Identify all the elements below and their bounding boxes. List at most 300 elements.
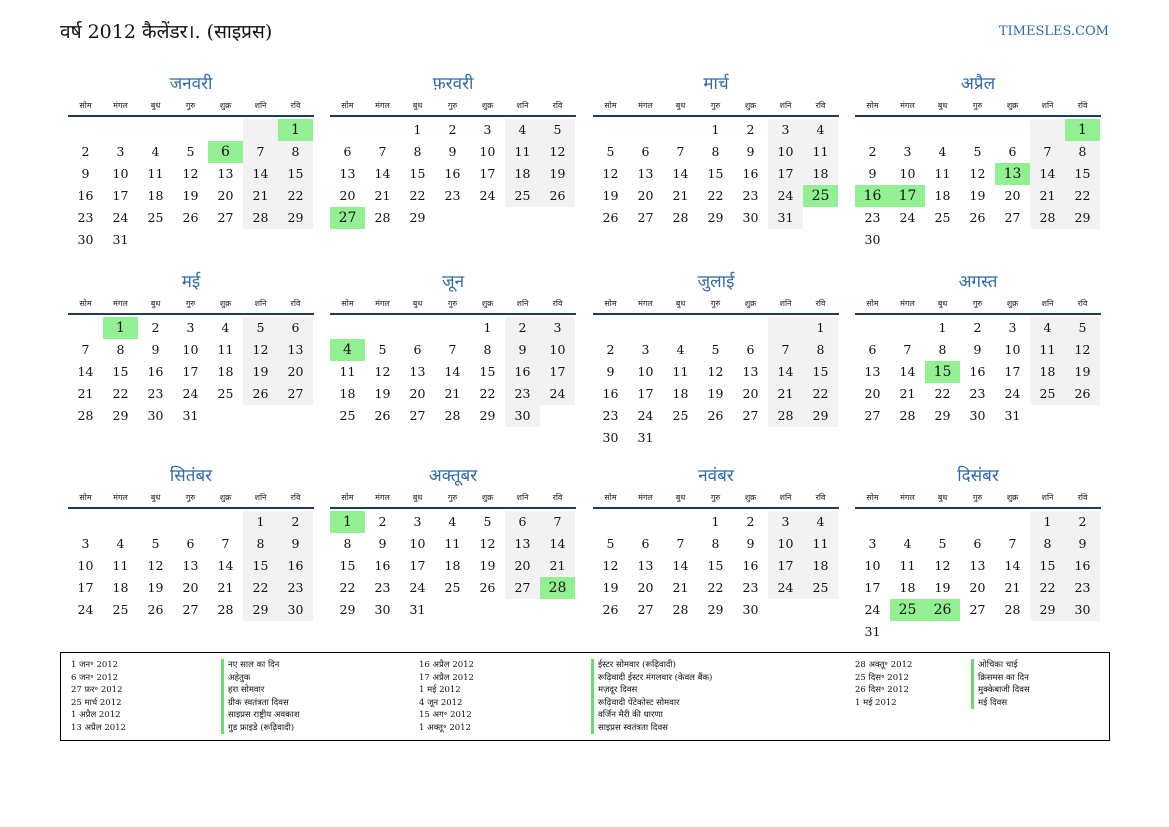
- weekday-label: शनि: [779, 299, 792, 308]
- day-cell: 6: [186, 536, 195, 551]
- day-cell: 29: [1065, 207, 1100, 229]
- day-cell: 28: [1004, 602, 1021, 617]
- day-cell: 15: [1030, 555, 1065, 577]
- day-cell: 23: [147, 386, 164, 401]
- day-cell: 13: [505, 533, 540, 555]
- day-cell: 17: [768, 555, 803, 577]
- day-cell: 13: [217, 166, 234, 181]
- weekday-label: रवि: [1077, 101, 1088, 110]
- day-cell: 4: [505, 119, 540, 141]
- weekday-label: सोम: [341, 101, 354, 110]
- empty-cell: [663, 119, 698, 141]
- month-5: [68, 270, 314, 427]
- holiday-date: 13 अप्रैल 2012: [71, 722, 126, 733]
- day-cell: 11: [1030, 339, 1065, 361]
- day-cell: 13: [339, 166, 356, 181]
- holiday-date: 1 जन॰ 2012: [71, 660, 119, 670]
- day-cell: 7: [243, 141, 278, 163]
- day-cell: 17: [77, 580, 94, 595]
- day-cell: 20: [969, 580, 986, 595]
- day-cell: 5: [186, 144, 195, 159]
- empty-cell: [68, 119, 103, 141]
- month-8: [855, 270, 1101, 427]
- empty-cell: [663, 317, 698, 339]
- day-cell: 19: [602, 188, 619, 203]
- day-cell: 13: [995, 163, 1030, 185]
- day-cell: 25: [217, 386, 234, 401]
- day-cell: 1: [1030, 511, 1065, 533]
- weekday-label: बुध: [675, 299, 686, 308]
- day-cell: 4: [330, 339, 365, 361]
- month-11: [593, 464, 839, 621]
- holiday-name: ग्रीक स्वतंत्रता दिवस: [221, 697, 300, 710]
- day-cell: 24: [768, 577, 803, 599]
- holiday-date: 25 दिस॰ 2012: [855, 672, 909, 683]
- weekday-label: गुरु: [972, 101, 983, 110]
- day-cell: 4: [676, 342, 685, 357]
- day-cell: 3: [81, 536, 90, 551]
- weekday-label: सोम: [341, 299, 354, 308]
- day-cell: 26: [1065, 383, 1100, 405]
- day-cell: 16: [278, 555, 313, 577]
- day-cell: 12: [602, 558, 619, 573]
- weekday-label: मंगल: [900, 493, 915, 502]
- weekday-label: शुक्र: [1006, 493, 1019, 502]
- day-cell: 30: [742, 602, 759, 617]
- weekday-label: गुरु: [710, 299, 721, 308]
- day-cell: 7: [676, 536, 685, 551]
- day-cell: 10: [479, 144, 496, 159]
- holiday-name: मुक्केबाजी दिवस: [971, 684, 1030, 697]
- day-cell: 5: [243, 317, 278, 339]
- day-cell: 26: [707, 408, 724, 423]
- day-cell: 11: [899, 558, 916, 573]
- empty-cell: [173, 119, 208, 141]
- day-cell: 27: [742, 408, 759, 423]
- holiday-name: मज़दूर दिवस: [591, 684, 712, 697]
- day-cell: 19: [707, 386, 724, 401]
- day-cell: 20: [505, 555, 540, 577]
- empty-cell: [1030, 119, 1065, 141]
- day-cell: 22: [479, 386, 496, 401]
- day-cell: 11: [672, 364, 689, 379]
- day-cell: 20: [637, 580, 654, 595]
- day-cell: 25: [505, 185, 540, 207]
- day-cell: 9: [746, 536, 755, 551]
- weekday-label: शनि: [254, 101, 267, 110]
- day-cell: 3: [186, 320, 195, 335]
- day-cell: 7: [768, 339, 803, 361]
- day-cell: 24: [479, 188, 496, 203]
- weekday-label: बुध: [675, 101, 686, 110]
- weekday-label: शनि: [1041, 101, 1054, 110]
- weekday-label: मंगल: [375, 493, 390, 502]
- weekday-label: मंगल: [638, 299, 653, 308]
- day-cell: 18: [339, 386, 356, 401]
- day-grid: [855, 511, 1101, 643]
- day-cell: 26: [479, 580, 496, 595]
- day-cell: 14: [1004, 558, 1021, 573]
- day-cell: 6: [505, 511, 540, 533]
- day-cell: 23: [742, 188, 759, 203]
- day-cell: 10: [112, 166, 129, 181]
- empty-cell: [138, 119, 173, 141]
- weekday-label: शनि: [254, 299, 267, 308]
- day-cell: 12: [243, 339, 278, 361]
- day-cell: 4: [903, 536, 912, 551]
- day-cell: 30: [147, 408, 164, 423]
- day-cell: 1: [330, 511, 365, 533]
- day-cell: 18: [1030, 361, 1065, 383]
- empty-cell: [103, 119, 138, 141]
- day-cell: 17: [864, 580, 881, 595]
- day-cell: 13: [182, 558, 199, 573]
- holiday-name: हरा सोमवार: [221, 684, 300, 697]
- day-cell: 31: [112, 232, 129, 247]
- weekday-label: मंगल: [375, 101, 390, 110]
- day-cell: 1: [103, 317, 138, 339]
- day-grid: [855, 119, 1101, 251]
- day-cell: 20: [1004, 188, 1021, 203]
- day-cell: 22: [112, 386, 129, 401]
- weekday-label: गुरु: [972, 299, 983, 308]
- day-cell: 19: [147, 580, 164, 595]
- day-grid: [593, 119, 839, 229]
- day-cell: 22: [1065, 185, 1100, 207]
- day-cell: 28: [899, 408, 916, 423]
- day-cell: 16: [602, 386, 619, 401]
- day-cell: 19: [602, 580, 619, 595]
- day-cell: 3: [413, 514, 422, 529]
- day-cell: 27: [864, 408, 881, 423]
- holiday-date: 15 अग॰ 2012: [419, 710, 472, 720]
- day-cell: 29: [803, 405, 838, 427]
- day-cell: 9: [448, 144, 457, 159]
- weekday-header: [68, 294, 314, 315]
- day-cell: 30: [278, 599, 313, 621]
- day-cell: 2: [606, 342, 615, 357]
- day-cell: 18: [672, 386, 689, 401]
- day-cell: 27: [330, 207, 365, 229]
- day-cell: 15: [925, 361, 960, 383]
- day-cell: 29: [243, 599, 278, 621]
- day-cell: 28: [77, 408, 94, 423]
- holiday-names-col: [221, 659, 300, 734]
- day-cell: 11: [112, 558, 129, 573]
- day-cell: 19: [479, 558, 496, 573]
- day-cell: 14: [672, 166, 689, 181]
- day-cell: 27: [505, 577, 540, 599]
- day-cell: 15: [112, 364, 129, 379]
- empty-cell: [995, 119, 1030, 141]
- day-cell: 30: [374, 602, 391, 617]
- weekday-header: [593, 96, 839, 117]
- empty-cell: [173, 511, 208, 533]
- day-cell: 1: [938, 320, 947, 335]
- weekday-label: मंगल: [638, 101, 653, 110]
- day-cell: 18: [803, 555, 838, 577]
- day-cell: 15: [479, 364, 496, 379]
- day-cell: 14: [1030, 163, 1065, 185]
- holiday-date: 1 अक्तू॰ 2012: [419, 722, 471, 733]
- month-name: अगस्त: [958, 272, 998, 292]
- day-cell: 19: [1065, 361, 1100, 383]
- day-cell: 1: [243, 511, 278, 533]
- weekday-label: सोम: [604, 101, 617, 110]
- day-cell: 31: [768, 207, 803, 229]
- weekday-label: बुध: [675, 493, 686, 502]
- day-cell: 21: [1030, 185, 1065, 207]
- weekday-label: शनि: [779, 493, 792, 502]
- holiday-name: ईस्टर सोमवार (रूढ़िवादी): [591, 659, 712, 672]
- weekday-label: रवि: [815, 493, 826, 502]
- day-cell: 30: [505, 405, 540, 427]
- day-cell: 11: [505, 141, 540, 163]
- empty-cell: [330, 119, 365, 141]
- day-cell: 20: [217, 188, 234, 203]
- day-cell: 25: [803, 185, 838, 207]
- day-cell: 5: [378, 342, 387, 357]
- day-cell: 18: [934, 188, 951, 203]
- weekday-label: शुक्र: [744, 101, 757, 110]
- site-link[interactable]: TIMESLES.COM: [998, 24, 1109, 39]
- weekday-label: शुक्र: [219, 101, 232, 110]
- day-cell: 7: [378, 144, 387, 159]
- day-cell: 4: [803, 511, 838, 533]
- day-cell: 9: [1065, 533, 1100, 555]
- day-cell: 29: [278, 207, 313, 229]
- weekday-label: शुक्र: [481, 299, 494, 308]
- day-cell: 6: [973, 536, 982, 551]
- day-cell: 17: [479, 166, 496, 181]
- day-cell: 3: [483, 122, 492, 137]
- day-cell: 13: [637, 166, 654, 181]
- day-cell: 14: [540, 533, 575, 555]
- day-cell: 26: [602, 602, 619, 617]
- day-cell: 17: [540, 361, 575, 383]
- empty-cell: [925, 119, 960, 141]
- holiday-list: [60, 652, 1110, 741]
- day-cell: 15: [339, 558, 356, 573]
- day-cell: 23: [505, 383, 540, 405]
- day-cell: 13: [637, 558, 654, 573]
- day-cell: 16: [147, 364, 164, 379]
- day-cell: 18: [217, 364, 234, 379]
- weekday-label: गुरु: [185, 299, 196, 308]
- weekday-header: [593, 488, 839, 509]
- empty-cell: [855, 119, 890, 141]
- day-cell: 18: [803, 163, 838, 185]
- day-cell: 21: [217, 580, 234, 595]
- empty-cell: [330, 317, 365, 339]
- day-cell: 22: [707, 580, 724, 595]
- day-cell: 29: [339, 602, 356, 617]
- day-cell: 2: [746, 122, 755, 137]
- day-cell: 20: [637, 188, 654, 203]
- day-cell: 24: [182, 386, 199, 401]
- day-cell: 12: [1065, 339, 1100, 361]
- day-cell: 27: [217, 210, 234, 225]
- day-cell: 9: [378, 536, 387, 551]
- holiday-date: 16 अप्रैल 2012: [419, 660, 474, 670]
- day-cell: 20: [278, 361, 313, 383]
- weekday-label: शुक्र: [744, 299, 757, 308]
- empty-cell: [208, 511, 243, 533]
- day-cell: 9: [746, 144, 755, 159]
- month-name: दिसंबर: [957, 466, 999, 486]
- day-cell: 28: [672, 602, 689, 617]
- day-grid: [68, 119, 314, 251]
- day-cell: 1: [1065, 119, 1100, 141]
- weekday-label: बुध: [937, 299, 948, 308]
- holiday-name: क्रिसमस का दिन: [971, 672, 1030, 685]
- day-cell: 22: [803, 383, 838, 405]
- weekday-label: शनि: [516, 101, 529, 110]
- month-name: सितंबर: [169, 466, 213, 486]
- day-cell: 21: [540, 555, 575, 577]
- day-cell: 27: [969, 602, 986, 617]
- weekday-header: [330, 96, 576, 117]
- weekday-label: सोम: [866, 493, 879, 502]
- month-name: जुलाई: [697, 272, 735, 292]
- day-grid: [330, 119, 576, 229]
- month-name: जून: [441, 272, 465, 292]
- day-cell: 5: [483, 514, 492, 529]
- day-cell: 17: [1004, 364, 1021, 379]
- holiday-date: 26 दिस॰ 2012: [855, 685, 909, 695]
- month-name: मई: [181, 272, 201, 292]
- day-cell: 6: [746, 342, 755, 357]
- day-cell: 11: [803, 141, 838, 163]
- weekday-label: मंगल: [113, 493, 128, 502]
- day-cell: 25: [112, 602, 129, 617]
- day-cell: 12: [374, 364, 391, 379]
- day-cell: 29: [112, 408, 129, 423]
- empty-cell: [365, 317, 400, 339]
- empty-cell: [243, 119, 278, 141]
- weekday-label: सोम: [79, 299, 92, 308]
- day-cell: 16: [374, 558, 391, 573]
- day-cell: 4: [221, 320, 230, 335]
- day-cell: 10: [77, 558, 94, 573]
- holiday-dates-col: [71, 659, 126, 734]
- weekday-label: रवि: [290, 299, 301, 308]
- weekday-label: गुरु: [710, 493, 721, 502]
- day-cell: 2: [81, 144, 90, 159]
- day-cell: 5: [540, 119, 575, 141]
- day-cell: 25: [444, 580, 461, 595]
- day-cell: 20: [742, 386, 759, 401]
- day-cell: 9: [81, 166, 90, 181]
- day-cell: 24: [768, 185, 803, 207]
- empty-cell: [68, 317, 103, 339]
- day-cell: 29: [479, 408, 496, 423]
- day-cell: 3: [540, 317, 575, 339]
- day-cell: 30: [969, 408, 986, 423]
- empty-cell: [138, 511, 173, 533]
- day-cell: 14: [672, 558, 689, 573]
- day-grid: [593, 511, 839, 621]
- day-cell: 21: [77, 386, 94, 401]
- holiday-name: साइप्रस राष्ट्रीय अवकाश: [221, 709, 300, 722]
- day-cell: 15: [278, 163, 313, 185]
- day-cell: 27: [278, 383, 313, 405]
- day-cell: 14: [374, 166, 391, 181]
- empty-cell: [593, 511, 628, 533]
- day-cell: 4: [1030, 317, 1065, 339]
- day-cell: 14: [768, 361, 803, 383]
- day-cell: 8: [803, 339, 838, 361]
- weekday-label: शुक्र: [219, 493, 232, 502]
- holiday-name: मई दिवस: [971, 697, 1030, 710]
- day-cell: 19: [969, 188, 986, 203]
- day-cell: 12: [479, 536, 496, 551]
- page-title: वर्ष 2012 कैलेंडर।. (साइप्रस): [60, 21, 273, 43]
- empty-cell: [435, 317, 470, 339]
- day-grid: [330, 317, 576, 427]
- day-cell: 11: [217, 342, 234, 357]
- empty-cell: [628, 317, 663, 339]
- empty-cell: [628, 511, 663, 533]
- day-cell: 3: [116, 144, 125, 159]
- day-cell: 16: [505, 361, 540, 383]
- day-cell: 30: [1065, 599, 1100, 621]
- day-cell: 6: [413, 342, 422, 357]
- day-cell: 29: [707, 210, 724, 225]
- day-cell: 22: [409, 188, 426, 203]
- day-cell: 13: [864, 364, 881, 379]
- day-cell: 25: [339, 408, 356, 423]
- day-cell: 9: [278, 533, 313, 555]
- weekday-label: शनि: [1041, 493, 1054, 502]
- weekday-label: सोम: [341, 493, 354, 502]
- holiday-dates-col: [419, 659, 474, 734]
- day-cell: 21: [1004, 580, 1021, 595]
- empty-cell: [365, 119, 400, 141]
- day-cell: 12: [147, 558, 164, 573]
- weekday-label: मंगल: [638, 493, 653, 502]
- day-cell: 25: [672, 408, 689, 423]
- day-cell: 2: [448, 122, 457, 137]
- weekday-label: सोम: [604, 493, 617, 502]
- day-cell: 28: [217, 602, 234, 617]
- day-grid: [68, 511, 314, 621]
- day-cell: 4: [116, 536, 125, 551]
- day-cell: 22: [243, 577, 278, 599]
- day-cell: 24: [77, 602, 94, 617]
- day-cell: 3: [903, 144, 912, 159]
- day-cell: 24: [409, 580, 426, 595]
- weekday-label: बुध: [150, 493, 161, 502]
- day-cell: 3: [1008, 320, 1017, 335]
- holiday-name: नए साल का दिन: [221, 659, 300, 672]
- day-cell: 13: [969, 558, 986, 573]
- day-cell: 21: [444, 386, 461, 401]
- empty-cell: [733, 317, 768, 339]
- day-cell: 2: [378, 514, 387, 529]
- day-grid: [855, 317, 1101, 427]
- weekday-label: बुध: [412, 493, 423, 502]
- day-cell: 12: [602, 166, 619, 181]
- holiday-name: गुड फ्राइडे (रूढ़िवादी): [221, 722, 300, 735]
- weekday-label: गुरु: [972, 493, 983, 502]
- day-cell: 18: [147, 188, 164, 203]
- month-7: [593, 270, 839, 449]
- weekday-label: रवि: [1077, 299, 1088, 308]
- day-cell: 7: [1008, 536, 1017, 551]
- empty-cell: [663, 511, 698, 533]
- day-cell: 1: [711, 122, 720, 137]
